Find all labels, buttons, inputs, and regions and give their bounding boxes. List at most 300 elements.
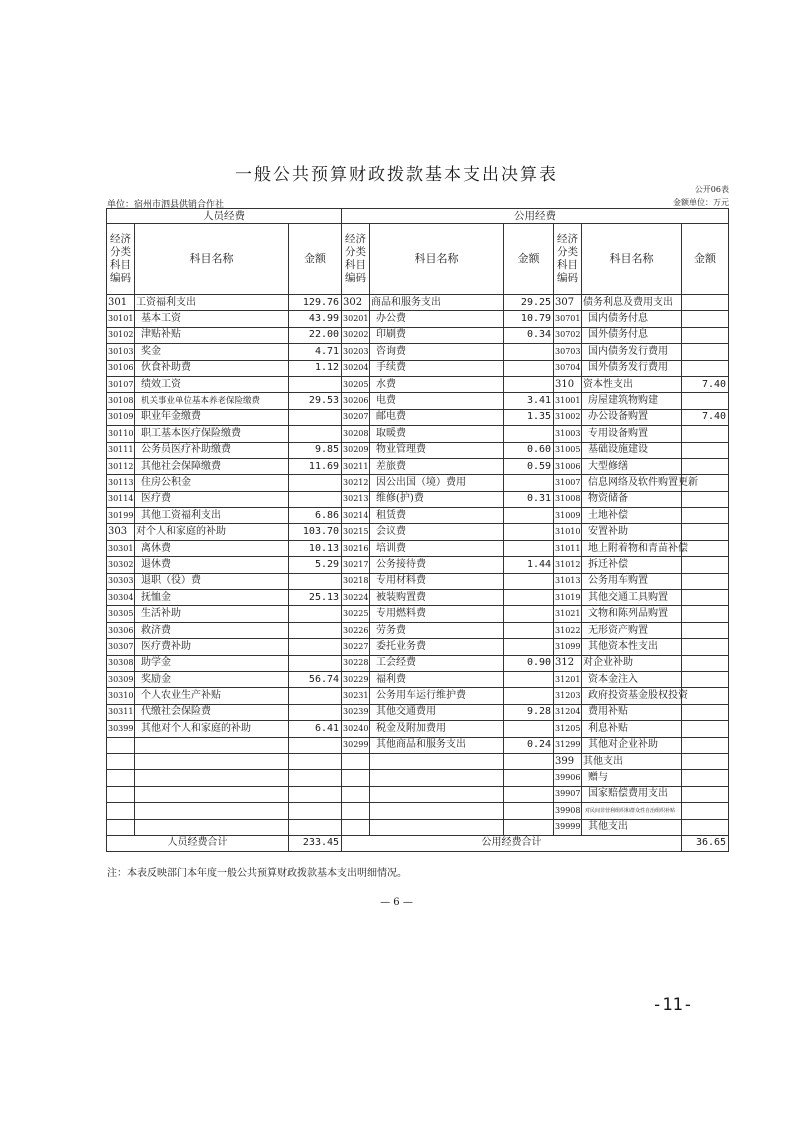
name-cell	[370, 786, 504, 802]
amount-cell	[682, 688, 729, 704]
code-cell: 30113	[107, 475, 135, 491]
amount-cell	[504, 376, 554, 392]
name-cell: 国内债务付息	[582, 311, 682, 327]
code-cell: 31002	[554, 409, 582, 425]
code-cell: 31019	[554, 590, 582, 606]
amount-cell	[682, 442, 729, 458]
amount-cell: 0.31	[504, 491, 554, 507]
code-cell	[107, 737, 135, 753]
code-cell: 30201	[342, 311, 370, 327]
page-number-small: — 6 —	[380, 897, 413, 908]
amount-cell	[682, 721, 729, 737]
code-cell: 30112	[107, 458, 135, 474]
amount-cell	[504, 688, 554, 704]
amount-cell	[682, 737, 729, 753]
code-cell	[107, 819, 135, 835]
amount-cell	[289, 786, 342, 802]
amount-cell	[504, 344, 554, 360]
name-header: 科目名称	[370, 224, 504, 295]
amount-cell	[682, 573, 729, 589]
amount-cell	[682, 360, 729, 376]
table-row	[107, 753, 729, 769]
amount-cell: 4.71	[289, 344, 342, 360]
code-header: 经济分类科目编码	[554, 224, 582, 295]
code-cell: 31001	[554, 393, 582, 409]
table-row	[107, 442, 729, 458]
table-row	[107, 573, 729, 589]
amount-cell	[682, 311, 729, 327]
code-cell: 303	[107, 524, 135, 540]
code-cell: 30307	[107, 639, 135, 655]
name-cell: 其他支出	[582, 753, 682, 769]
name-cell: 代缴社会保险费	[135, 704, 289, 720]
name-cell: 离休费	[135, 540, 289, 556]
table-row	[107, 622, 729, 638]
table-row	[107, 344, 729, 360]
amount-cell	[504, 671, 554, 687]
amount-cell: 129.76	[289, 295, 342, 311]
code-cell: 30399	[107, 721, 135, 737]
code-cell: 30199	[107, 508, 135, 524]
page-title: 一般公共预算财政拨款基本支出决算表	[235, 165, 558, 185]
amount-cell	[504, 590, 554, 606]
code-cell: 31099	[554, 639, 582, 655]
name-cell: 退休费	[135, 557, 289, 573]
amount-cell	[682, 344, 729, 360]
name-cell: 信息网络及软件购置更新	[582, 475, 682, 491]
table-row	[107, 409, 729, 425]
code-cell: 310	[554, 376, 582, 392]
amount-cell	[504, 573, 554, 589]
amount-cell	[682, 458, 729, 474]
amount-cell	[682, 590, 729, 606]
amount-cell: 0.59	[504, 458, 554, 474]
code-cell: 301	[107, 295, 135, 311]
amount-cell	[504, 426, 554, 442]
personnel-total-amount: 233.45	[289, 835, 342, 851]
name-cell: 维修(护)费	[370, 491, 504, 507]
name-cell	[135, 770, 289, 786]
name-cell: 拆迁补偿	[582, 557, 682, 573]
name-cell	[370, 753, 504, 769]
name-cell: 差旅费	[370, 458, 504, 474]
table-row	[107, 803, 729, 819]
amount-cell: 29.53	[289, 393, 342, 409]
table-row	[107, 770, 729, 786]
amount-cell: 25.13	[289, 590, 342, 606]
code-cell: 31006	[554, 458, 582, 474]
amount-cell	[504, 753, 554, 769]
table-row	[107, 376, 729, 392]
name-cell: 其他交通工具购置	[582, 590, 682, 606]
code-cell: 30304	[107, 590, 135, 606]
name-cell: 其他对个人和家庭的补助	[135, 721, 289, 737]
amount-cell	[289, 491, 342, 507]
table-row	[107, 590, 729, 606]
amount-cell: 103.70	[289, 524, 342, 540]
code-cell: 30109	[107, 409, 135, 425]
amount-cell: 1.35	[504, 409, 554, 425]
amount-header: 金额	[289, 224, 342, 295]
table-row	[107, 557, 729, 573]
name-cell	[135, 803, 289, 819]
name-cell: 医疗费补助	[135, 639, 289, 655]
code-cell: 30224	[342, 590, 370, 606]
name-cell: 公务用车购置	[582, 573, 682, 589]
amount-cell	[682, 327, 729, 343]
name-cell: 资本性支出	[582, 376, 682, 392]
name-cell: 公务员医疗补助缴费	[135, 442, 289, 458]
personnel-section-header: 人员经费	[107, 209, 342, 224]
expenditure-table	[106, 208, 729, 852]
code-cell: 39906	[554, 770, 582, 786]
amount-cell	[682, 704, 729, 720]
table-row	[107, 655, 729, 671]
amount-cell	[289, 409, 342, 425]
amount-cell	[682, 393, 729, 409]
amount-cell	[289, 704, 342, 720]
code-cell: 31299	[554, 737, 582, 753]
code-cell: 30240	[342, 721, 370, 737]
amount-cell	[504, 475, 554, 491]
code-cell	[342, 753, 370, 769]
code-cell: 31203	[554, 688, 582, 704]
amount-cell	[289, 753, 342, 769]
name-cell: 会议费	[370, 524, 504, 540]
amount-cell	[289, 639, 342, 655]
code-cell: 30228	[342, 655, 370, 671]
name-cell: 大型修缮	[582, 458, 682, 474]
amount-cell	[289, 819, 342, 835]
name-cell: 国外债务付息	[582, 327, 682, 343]
name-cell: 福利费	[370, 671, 504, 687]
name-cell: 租赁费	[370, 508, 504, 524]
name-cell: 奖励金	[135, 671, 289, 687]
name-cell: 取暖费	[370, 426, 504, 442]
name-cell: 水费	[370, 376, 504, 392]
code-cell	[342, 770, 370, 786]
amount-cell	[682, 508, 729, 524]
name-cell: 津贴补贴	[135, 327, 289, 343]
amount-cell: 10.13	[289, 540, 342, 556]
code-cell	[107, 753, 135, 769]
name-cell: 地上附着物和青苗补偿	[582, 540, 682, 556]
name-cell: 劳务费	[370, 622, 504, 638]
amount-header: 金额	[682, 224, 729, 295]
name-cell: 抚恤金	[135, 590, 289, 606]
code-cell: 312	[554, 655, 582, 671]
name-cell: 专用燃料费	[370, 606, 504, 622]
name-cell: 因公出国（境）费用	[370, 475, 504, 491]
amount-cell	[504, 721, 554, 737]
code-cell: 30309	[107, 671, 135, 687]
code-cell: 39907	[554, 786, 582, 802]
amount-cell	[289, 376, 342, 392]
code-cell: 31011	[554, 540, 582, 556]
table-row	[107, 737, 729, 753]
table-row	[107, 671, 729, 687]
name-cell: 对个人和家庭的补助	[135, 524, 289, 540]
table-row	[107, 639, 729, 655]
amount-cell	[682, 753, 729, 769]
page-number-big: -11-	[652, 995, 693, 1015]
name-cell: 邮电费	[370, 409, 504, 425]
name-cell	[370, 803, 504, 819]
name-cell: 伙食补助费	[135, 360, 289, 376]
name-cell: 物业管理费	[370, 442, 504, 458]
name-cell: 电费	[370, 393, 504, 409]
code-cell	[107, 770, 135, 786]
code-cell: 31013	[554, 573, 582, 589]
code-cell: 30207	[342, 409, 370, 425]
amount-cell	[682, 426, 729, 442]
name-cell: 培训费	[370, 540, 504, 556]
code-cell: 30212	[342, 475, 370, 491]
table-row	[107, 540, 729, 556]
name-cell: 国外债务发行费用	[582, 360, 682, 376]
code-cell: 30102	[107, 327, 135, 343]
code-cell: 30703	[554, 344, 582, 360]
name-cell: 利息补贴	[582, 721, 682, 737]
code-cell: 31009	[554, 508, 582, 524]
amount-cell	[289, 655, 342, 671]
amount-cell	[682, 671, 729, 687]
code-cell: 39999	[554, 819, 582, 835]
amount-cell: 0.34	[504, 327, 554, 343]
name-cell: 被装购置费	[370, 590, 504, 606]
name-cell: 对民间非营利组织和群众性自治组织补贴	[582, 803, 682, 819]
name-cell: 其他交通费用	[370, 704, 504, 720]
name-cell: 房屋建筑物购建	[582, 393, 682, 409]
name-cell: 公务用车运行维护费	[370, 688, 504, 704]
code-cell: 31008	[554, 491, 582, 507]
amount-cell: 10.79	[504, 311, 554, 327]
amount-cell	[289, 688, 342, 704]
amount-cell	[682, 622, 729, 638]
code-cell: 30203	[342, 344, 370, 360]
name-cell	[370, 819, 504, 835]
name-cell: 专用设备购置	[582, 426, 682, 442]
code-cell: 302	[342, 295, 370, 311]
name-cell: 办公费	[370, 311, 504, 327]
amount-cell: 43.99	[289, 311, 342, 327]
code-cell: 30206	[342, 393, 370, 409]
name-cell: 助学金	[135, 655, 289, 671]
code-cell: 30114	[107, 491, 135, 507]
amount-cell: 22.00	[289, 327, 342, 343]
code-cell: 31012	[554, 557, 582, 573]
code-cell: 30227	[342, 639, 370, 655]
name-cell	[135, 786, 289, 802]
table-row	[107, 606, 729, 622]
amount-cell	[504, 622, 554, 638]
code-cell: 30213	[342, 491, 370, 507]
amount-cell	[682, 606, 729, 622]
public-total-label: 公用经费合计	[342, 835, 682, 851]
code-cell: 307	[554, 295, 582, 311]
name-cell	[135, 737, 289, 753]
amount-cell: 29.25	[504, 295, 554, 311]
name-cell: 住房公积金	[135, 475, 289, 491]
code-cell: 30302	[107, 557, 135, 573]
name-cell: 奖金	[135, 344, 289, 360]
name-cell: 咨询费	[370, 344, 504, 360]
name-cell: 工资福利支出	[135, 295, 289, 311]
table-row	[107, 426, 729, 442]
code-cell	[107, 803, 135, 819]
code-cell: 31005	[554, 442, 582, 458]
code-cell: 39908	[554, 803, 582, 819]
amount-cell: 7.40	[682, 376, 729, 392]
name-cell: 其他工资福利支出	[135, 508, 289, 524]
name-cell: 其他对企业补助	[582, 737, 682, 753]
amount-cell	[682, 639, 729, 655]
code-cell: 30216	[342, 540, 370, 556]
amount-cell	[682, 655, 729, 671]
table-row	[107, 524, 729, 540]
code-cell: 30239	[342, 704, 370, 720]
name-cell: 土地补偿	[582, 508, 682, 524]
amount-cell	[504, 540, 554, 556]
name-cell: 职工基本医疗保险缴费	[135, 426, 289, 442]
name-cell: 手续费	[370, 360, 504, 376]
amount-cell: 6.41	[289, 721, 342, 737]
code-cell: 30101	[107, 311, 135, 327]
form-code: 公开06表	[694, 185, 729, 194]
name-header: 科目名称	[582, 224, 682, 295]
amount-cell	[682, 524, 729, 540]
code-cell: 31205	[554, 721, 582, 737]
amount-cell: 11.69	[289, 458, 342, 474]
amount-cell	[682, 819, 729, 835]
code-cell: 31022	[554, 622, 582, 638]
unit-label: 单位：宿州市泗县供销合作社	[107, 200, 225, 210]
code-cell: 30111	[107, 442, 135, 458]
code-cell: 30208	[342, 426, 370, 442]
amount-cell	[504, 819, 554, 835]
name-cell: 基本工资	[135, 311, 289, 327]
amount-cell: 0.24	[504, 737, 554, 753]
public-total-amount: 36.65	[682, 835, 729, 851]
amount-cell	[504, 508, 554, 524]
name-cell: 基础设施建设	[582, 442, 682, 458]
name-cell: 其他商品和服务支出	[370, 737, 504, 753]
table-row	[107, 508, 729, 524]
amount-cell	[504, 606, 554, 622]
code-cell: 30299	[342, 737, 370, 753]
code-cell: 30215	[342, 524, 370, 540]
amount-cell	[682, 557, 729, 573]
name-header: 科目名称	[135, 224, 289, 295]
code-cell: 31021	[554, 606, 582, 622]
code-cell: 30217	[342, 557, 370, 573]
code-cell: 31010	[554, 524, 582, 540]
code-cell: 30202	[342, 327, 370, 343]
code-cell: 30303	[107, 573, 135, 589]
code-cell: 30226	[342, 622, 370, 638]
code-cell	[107, 786, 135, 802]
code-cell: 30218	[342, 573, 370, 589]
name-cell: 委托业务费	[370, 639, 504, 655]
amount-cell	[682, 786, 729, 802]
amount-cell: 5.29	[289, 557, 342, 573]
code-cell	[342, 819, 370, 835]
code-cell: 30701	[554, 311, 582, 327]
code-cell: 30229	[342, 671, 370, 687]
name-cell: 绩效工资	[135, 376, 289, 392]
code-cell: 30702	[554, 327, 582, 343]
code-cell: 30214	[342, 508, 370, 524]
code-cell: 30211	[342, 458, 370, 474]
amount-cell	[504, 770, 554, 786]
name-cell: 政府投资基金股权投资	[582, 688, 682, 704]
amount-cell	[504, 803, 554, 819]
amount-cell	[289, 770, 342, 786]
code-cell: 30225	[342, 606, 370, 622]
name-cell: 办公设备购置	[582, 409, 682, 425]
table-row	[107, 393, 729, 409]
name-cell: 其他社会保障缴费	[135, 458, 289, 474]
code-cell: 30308	[107, 655, 135, 671]
amount-cell	[504, 524, 554, 540]
code-cell	[342, 803, 370, 819]
name-cell: 医疗费	[135, 491, 289, 507]
name-cell: 国内债务发行费用	[582, 344, 682, 360]
code-cell: 30103	[107, 344, 135, 360]
amount-header: 金额	[504, 224, 554, 295]
name-cell: 资本金注入	[582, 671, 682, 687]
public-section-header: 公用经费	[342, 209, 729, 224]
code-cell: 30107	[107, 376, 135, 392]
name-cell	[135, 819, 289, 835]
code-cell: 30108	[107, 393, 135, 409]
name-cell: 机关事业单位基本养老保险缴费	[135, 393, 289, 409]
name-cell: 债务利息及费用支出	[582, 295, 682, 311]
code-cell	[342, 786, 370, 802]
amount-cell: 0.60	[504, 442, 554, 458]
amount-cell: 1.44	[504, 557, 554, 573]
name-cell: 其他资本性支出	[582, 639, 682, 655]
table-row	[107, 704, 729, 720]
name-cell	[135, 753, 289, 769]
amount-cell: 3.41	[504, 393, 554, 409]
table-row	[107, 327, 729, 343]
code-cell: 30231	[342, 688, 370, 704]
amount-cell	[682, 295, 729, 311]
table-row	[107, 721, 729, 737]
code-cell: 31007	[554, 475, 582, 491]
table-row	[107, 819, 729, 835]
name-cell: 其他支出	[582, 819, 682, 835]
amount-cell	[289, 426, 342, 442]
name-cell: 物资储备	[582, 491, 682, 507]
name-cell: 税金及附加费用	[370, 721, 504, 737]
code-cell: 30110	[107, 426, 135, 442]
amount-cell: 0.90	[504, 655, 554, 671]
name-cell: 国家赔偿费用支出	[582, 786, 682, 802]
amount-cell	[682, 770, 729, 786]
name-cell: 个人农业生产补贴	[135, 688, 289, 704]
amount-cell: 9.85	[289, 442, 342, 458]
amount-cell	[289, 803, 342, 819]
name-cell: 专用材料费	[370, 573, 504, 589]
amount-cell	[289, 573, 342, 589]
code-cell: 30106	[107, 360, 135, 376]
name-cell: 公务接待费	[370, 557, 504, 573]
name-cell: 费用补贴	[582, 704, 682, 720]
code-cell: 30301	[107, 540, 135, 556]
name-cell: 职业年金缴费	[135, 409, 289, 425]
